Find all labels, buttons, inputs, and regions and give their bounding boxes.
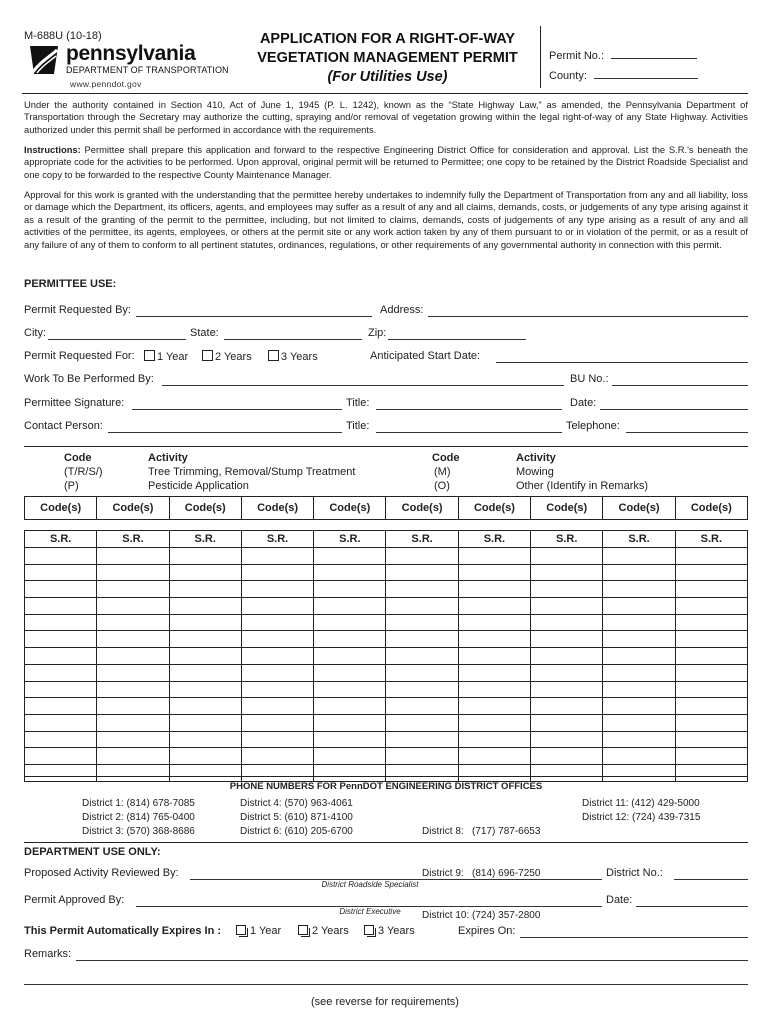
sr-entry-cell[interactable] [603,714,675,731]
expires-1-year-checkbox-icon[interactable] [236,925,246,935]
instructions-paragraph [24,144,748,181]
option-2-years[interactable] [196,350,252,363]
row-work [24,373,748,389]
sr-entry-cell[interactable] [675,748,747,765]
sr-entry-cell[interactable] [386,614,458,631]
department-use-title: DEPARTMENT USE ONLY: [24,846,161,858]
district-2-phone: District 2: (814) 765-0400 [82,812,195,823]
sr-entry-cell[interactable] [169,564,241,581]
sr-entry-cell[interactable] [603,664,675,681]
code-cell[interactable]: Code(s) [531,497,603,520]
code-cell[interactable]: Code(s) [169,497,241,520]
permittee-signature-input[interactable] [132,397,342,410]
sr-entry-cell[interactable] [169,714,241,731]
sr-entry-cell[interactable] [458,631,530,648]
sr-entry-row [25,548,748,565]
sr-entry-row [25,564,748,581]
sr-entry-cell[interactable] [386,648,458,665]
reverse-note: (see reverse for requirements) [311,996,459,1008]
sr-entry-cell[interactable] [531,664,603,681]
sr-entry-cell[interactable] [531,564,603,581]
start-date-input[interactable] [496,350,748,363]
sr-entry-cell[interactable] [241,614,313,631]
sr-entry-cell[interactable] [531,731,603,748]
sr-entry-cell[interactable] [603,614,675,631]
sr-header-cell: S.R. [241,531,313,548]
sr-entry-cell[interactable] [314,731,386,748]
legend-activity-tree: Tree Trimming, Removal/Stump Treatment [148,466,356,478]
district-no-label: District No.: [606,867,663,879]
sr-entry-cell[interactable] [25,598,97,615]
sr-entry-cell[interactable] [675,598,747,615]
header-divider [22,93,748,94]
permittee-signature-label: Permittee Signature: [24,397,125,409]
work-performed-by-label: Work To Be Performed By: [24,373,154,385]
title-line-1: APPLICATION FOR A RIGHT-OF-WAY [259,31,516,47]
form-number: M-688U (10-18) [24,30,102,42]
sr-entry-cell[interactable] [386,548,458,565]
sr-entry-cell[interactable] [25,748,97,765]
district-executive-caption: District Executive [339,907,401,916]
checkbox-3-years[interactable] [268,350,279,361]
sr-entry-cell[interactable] [531,548,603,565]
expires-in-label: This Permit Automatically Expires In : [24,925,222,937]
roadside-specialist-caption: District Roadside Specialist [321,880,419,889]
sr-entry-cell[interactable] [603,748,675,765]
sr-entry-cell[interactable] [241,631,313,648]
legend-code-m: (M) [434,466,451,478]
permit-requested-by-input[interactable] [136,304,372,317]
phone-column-2 [240,797,353,839]
sr-entry-row [25,614,748,631]
sr-entry-cell[interactable] [386,564,458,581]
sr-entry-cell[interactable] [386,731,458,748]
sr-entry-cell[interactable] [603,648,675,665]
row-city [24,327,748,343]
legend-activity-header-2: Activity [516,452,556,464]
sr-entry-row [25,698,748,715]
permit-info-box [540,26,749,88]
sr-entry-cell[interactable] [25,698,97,715]
sr-entry-cell[interactable] [314,664,386,681]
sr-entry-cell[interactable] [603,581,675,598]
sr-entry-cell[interactable] [603,598,675,615]
expires-2-years-label: 2 Years [312,925,349,937]
date-input[interactable] [600,397,748,410]
sr-entry-cell[interactable] [25,664,97,681]
sr-entry-cell[interactable] [97,731,169,748]
row-requested-for [24,350,748,366]
sr-entry-cell[interactable] [531,681,603,698]
logo-url: www.penndot.gov [70,79,142,89]
sr-entry-cell[interactable] [531,614,603,631]
contact-person-label: Contact Person: [24,420,103,432]
district-9-phone: District 9: (814) 696-7250 [422,868,541,879]
activity-code-legend [24,446,748,495]
sr-entry-cell[interactable] [241,548,313,565]
code-cell[interactable]: Code(s) [386,497,458,520]
sr-entry-cell[interactable] [458,564,530,581]
sr-entry-cell[interactable] [675,698,747,715]
sr-entry-cell[interactable] [458,681,530,698]
sr-entry-cell[interactable] [241,581,313,598]
sr-header-row [25,531,748,548]
telephone-label: Telephone: [566,420,620,432]
sr-entry-cell[interactable] [531,631,603,648]
sr-entry-cell[interactable] [169,548,241,565]
permittee-use-title: PERMITTEE USE: [24,278,117,290]
district-11-phone: District 11: (412) 429-5000 [582,798,700,809]
legend-code-header: Code [64,452,92,464]
sr-entry-row [25,631,748,648]
sr-header-cell: S.R. [169,531,241,548]
checkbox-2-years[interactable] [202,350,213,361]
sr-entry-cell[interactable] [531,748,603,765]
legend-code-o: (O) [434,480,450,492]
expires-on-label: Expires On: [458,925,516,937]
sr-entry-cell[interactable] [458,731,530,748]
sr-entry-cell[interactable] [241,648,313,665]
permit-requested-by-label: Permit Requested By: [24,304,131,316]
sr-entry-cell[interactable] [241,731,313,748]
code-cell[interactable]: Code(s) [97,497,169,520]
state-input[interactable] [224,327,362,340]
approval-paragraph: Approval for this work is granted with the understanding that the permittee hereby undertakes to indemnify fully the Department of Transportation from any and all liability, loss or damage which the Department, its officers, agents, and employees may suffer as a result of any and all claims, demands, costs, or judgements of any type arising against it as a result of the granting of the permit to the permittee, including, but not limited to claims, demands, costs of judgements of any type arising as a result of any and all activities of the permittee, its agents, employees, or others at the permit site or any work action taken by any of them pursuant to or in violation of the permit, or as a result of any failure of any of them to conform to all pertinent statutes, ordinances, regulations, or other requirements of any governmental authority in connection with this permit. [24,189,748,250]
sr-entry-rows [25,548,748,782]
bu-no-label: BU No.: [570,373,609,385]
expires-3-years-label: 3 Years [378,925,415,937]
sr-entry-cell[interactable] [97,714,169,731]
sr-entry-cell[interactable] [458,664,530,681]
department-use-section [24,842,748,843]
sr-entry-cell[interactable] [314,598,386,615]
sr-entry-cell[interactable] [314,648,386,665]
date-label: Date: [570,397,597,409]
sr-entry-cell[interactable] [386,748,458,765]
sr-entry-cell[interactable] [97,598,169,615]
sr-entry-cell[interactable] [675,731,747,748]
district-6-phone: District 6: (610) 205-6700 [240,826,353,837]
sr-entry-cell[interactable] [241,664,313,681]
sr-entry-cell[interactable] [675,614,747,631]
sr-entry-cell[interactable] [314,748,386,765]
telephone-input[interactable] [626,420,748,433]
expires-3-years-option[interactable] [356,925,415,937]
code-cell[interactable]: Code(s) [241,497,313,520]
district-3-phone: District 3: (570) 368-8686 [82,826,195,837]
sr-entry-cell[interactable] [458,581,530,598]
remarks-input-line-2[interactable] [24,972,748,985]
address-label: Address: [380,304,424,316]
sr-entry-cell[interactable] [458,598,530,615]
contact-title-input[interactable] [376,420,562,433]
form-title [235,30,540,87]
phone-column-4 [582,797,700,825]
row-contact [24,420,748,436]
sr-entry-cell[interactable] [97,748,169,765]
contact-title-label: Title: [346,420,370,432]
expires-2-years-checkbox-icon[interactable] [298,925,308,935]
district-1-phone: District 1: (814) 678-7085 [82,798,195,809]
sr-entry-cell[interactable] [458,714,530,731]
sr-entry-cell[interactable] [169,748,241,765]
sr-entry-cell[interactable] [314,681,386,698]
sr-entry-cell[interactable] [386,598,458,615]
sr-header-cell: S.R. [675,531,747,548]
district-12-phone: District 12: (724) 439-7315 [582,812,701,823]
sr-header-cell: S.R. [458,531,530,548]
expires-3-years-checkbox-icon[interactable] [364,925,374,935]
legend-activity-header: Activity [148,452,188,464]
sr-entry-cell[interactable] [97,564,169,581]
code-cell[interactable]: Code(s) [25,497,97,520]
logo-wordmark: pennsylvania [66,42,196,65]
sr-entry-cell[interactable] [675,548,747,565]
sr-entry-cell[interactable] [97,631,169,648]
sr-entry-cell[interactable] [675,631,747,648]
district-8-phone: District 8: (717) 787-6653 [422,826,541,837]
state-label: State: [190,327,219,339]
option-1-year[interactable] [138,350,188,363]
legend-activity-other: Other (Identify in Remarks) [516,480,649,492]
sr-entry-cell[interactable] [241,714,313,731]
sr-entry-cell[interactable] [675,564,747,581]
permit-no-label: Permit No.: [549,50,605,62]
legend-activity-pesticide: Pesticide Application [148,480,249,492]
sr-entry-cell[interactable] [531,598,603,615]
sr-entry-cell[interactable] [531,698,603,715]
sr-entry-cell[interactable] [314,614,386,631]
code-cell[interactable]: Code(s) [603,497,675,520]
sr-entry-row [25,748,748,765]
permit-no-field[interactable] [549,48,697,62]
sr-entry-cell[interactable] [675,681,747,698]
city-label: City: [24,327,46,339]
sr-entry-cell[interactable] [97,698,169,715]
sr-entry-cell[interactable] [169,681,241,698]
sr-entry-cell[interactable] [603,564,675,581]
remarks-label: Remarks: [24,948,72,960]
option-3-years[interactable] [262,350,318,363]
code-cell[interactable]: Code(s) [675,497,747,520]
code-header-row [25,497,748,520]
title-line-3: (For Utilities Use) [327,69,448,85]
sr-entry-cell[interactable] [97,581,169,598]
title-label: Title: [346,397,370,409]
sr-entry-cell[interactable] [386,698,458,715]
approved-by-input[interactable] [136,894,602,907]
title-input[interactable] [376,397,562,410]
sr-entry-cell[interactable] [25,548,97,565]
sr-entry-cell[interactable] [386,581,458,598]
district-no-input[interactable] [674,867,748,880]
bu-no-input[interactable] [612,373,748,386]
sr-entry-cell[interactable] [25,581,97,598]
sr-entry-cell[interactable] [25,731,97,748]
sr-entry-row [25,664,748,681]
row-signature [24,397,748,413]
sr-entry-cell[interactable] [603,698,675,715]
approval-date-label: Date: [606,894,633,906]
sr-entry-cell[interactable] [97,681,169,698]
approved-by-label: Permit Approved By: [24,894,125,906]
sr-entry-cell[interactable] [458,648,530,665]
district-5-phone: District 5: (610) 871-4100 [240,812,353,823]
sr-header-cell: S.R. [314,531,386,548]
sr-entry-cell[interactable] [314,581,386,598]
sr-header-cell: S.R. [531,531,603,548]
sr-entry-cell[interactable] [169,648,241,665]
sr-entry-cell[interactable] [531,648,603,665]
zip-label: Zip: [368,327,387,339]
work-performed-by-input[interactable] [162,373,564,386]
sr-entry-cell[interactable] [97,614,169,631]
sr-entry-cell[interactable] [314,631,386,648]
approval-date-input[interactable] [636,894,748,907]
sr-entry-cell[interactable] [314,698,386,715]
zip-input[interactable] [388,327,526,340]
keystone-logo-icon [28,44,60,76]
sr-entry-cell[interactable] [603,681,675,698]
address-input[interactable] [428,304,748,317]
sr-entry-cell[interactable] [458,748,530,765]
option-1-year-label: 1 Year [157,351,189,363]
county-line[interactable] [594,68,698,79]
sr-entry-cell[interactable] [386,714,458,731]
sr-entry-cell[interactable] [603,631,675,648]
sr-code-grid [24,496,748,782]
row-expires [24,925,748,941]
county-label: County: [549,70,587,82]
sr-entry-row [25,598,748,615]
sr-entry-cell[interactable] [169,581,241,598]
instructions-label: Instructions: [24,144,81,155]
sr-entry-cell[interactable] [314,564,386,581]
title-line-2: VEGETATION MANAGEMENT PERMIT [257,50,518,66]
sr-entry-row [25,714,748,731]
option-3-years-label: 3 Years [281,351,318,363]
sr-entry-cell[interactable] [97,648,169,665]
sr-entry-cell[interactable] [241,698,313,715]
sr-entry-cell[interactable] [97,664,169,681]
instructions-text: Permittee shall prepare this application and forward to the respective Engineering District Office for consideration and approval. List the S.R.'s beneath the appropriate code for the activities to be performed. Upon approval, original permit will be returned to Permittee; one copy to be retained by the District Roadside Specialist and one copy to be forwarded to the respective County Maintenance Manager. [24,144,748,180]
district-10-phone: District 10: (724) 357-2800 [422,910,541,921]
sr-entry-cell[interactable] [386,631,458,648]
expires-1-year-label: 1 Year [250,925,282,937]
expires-1-year-option[interactable] [228,925,281,937]
code-cell[interactable]: Code(s) [314,497,386,520]
sr-entry-cell[interactable] [241,598,313,615]
phone-column-1 [82,797,195,839]
sr-entry-cell[interactable] [169,731,241,748]
sr-header-cell: S.R. [25,531,97,548]
sr-entry-cell[interactable] [241,681,313,698]
reviewed-by-label: Proposed Activity Reviewed By: [24,867,179,879]
sr-entry-cell[interactable] [531,581,603,598]
sr-entry-cell[interactable] [386,664,458,681]
row-remarks [24,948,748,964]
checkbox-1-year[interactable] [144,350,155,361]
sr-entry-cell[interactable] [169,698,241,715]
remarks-input[interactable] [76,948,748,961]
sr-entry-cell[interactable] [314,714,386,731]
legend-activity-mowing: Mowing [516,466,554,478]
logo-department: DEPARTMENT OF TRANSPORTATION [66,65,229,75]
sr-entry-cell[interactable] [675,714,747,731]
penndot-logo [28,44,228,90]
sr-entry-cell[interactable] [25,648,97,665]
phone-numbers-title: PHONE NUMBERS FOR PennDOT ENGINEERING DISTRICT OFFICES [229,781,543,792]
sr-entry-cell[interactable] [386,681,458,698]
sr-entry-cell[interactable] [241,564,313,581]
sr-entry-cell[interactable] [25,564,97,581]
sr-entry-cell[interactable] [675,648,747,665]
sr-header-cell: S.R. [386,531,458,548]
permit-requested-for-label: Permit Requested For: [24,350,135,362]
expires-on-input[interactable] [520,925,748,938]
sr-entry-cell[interactable] [458,548,530,565]
city-input[interactable] [48,327,186,340]
sr-entry-cell[interactable] [314,548,386,565]
sr-entry-cell[interactable] [458,614,530,631]
contact-person-input[interactable] [108,420,342,433]
sr-entry-cell[interactable] [25,631,97,648]
sr-entry-cell[interactable] [603,731,675,748]
option-2-years-label: 2 Years [215,351,252,363]
sr-entry-cell[interactable] [458,698,530,715]
sr-entry-cell[interactable] [169,614,241,631]
sr-entry-cell[interactable] [675,664,747,681]
legend-code-header-2: Code [432,452,460,464]
legend-code-trs: (T/R/S/) [64,466,103,478]
sr-entry-cell[interactable] [675,581,747,598]
grid-spacer-row [25,520,748,531]
sr-entry-row [25,581,748,598]
sr-entry-cell[interactable] [97,548,169,565]
reviewed-by-input[interactable] [190,867,602,880]
start-date-label: Anticipated Start Date: [370,350,481,362]
sr-header-cell: S.R. [97,531,169,548]
district-4-phone: District 4: (570) 963-4061 [240,798,353,809]
sr-entry-cell[interactable] [169,664,241,681]
sr-header-cell: S.R. [603,531,675,548]
sr-entry-row [25,731,748,748]
county-field[interactable] [549,68,698,82]
sr-entry-cell[interactable] [603,548,675,565]
sr-entry-cell[interactable] [25,714,97,731]
row-requested-by [24,304,748,320]
sr-entry-row [25,681,748,698]
sr-entry-cell[interactable] [531,714,603,731]
authority-paragraph: Under the authority contained in Section 410, Act of June 1, 1945 (P. L. 1242), known as the “State Highway Law,” as amended, the Pennsylvania Department of Transportation through the Secretary may authorize the cutting, spraying and/or removal of vegetation growing within the legal right-of-way of any State Highway. Activities authorized under this permit shall be performed in accordance with the requirements. [24,99,748,135]
sr-entry-cell[interactable] [169,598,241,615]
legend-code-p: (P) [64,480,79,492]
sr-entry-cell[interactable] [241,748,313,765]
expires-2-years-option[interactable] [290,925,349,937]
permit-no-line[interactable] [611,48,697,59]
code-cell[interactable]: Code(s) [458,497,530,520]
sr-entry-cell[interactable] [25,681,97,698]
sr-entry-cell[interactable] [25,614,97,631]
sr-entry-row [25,648,748,665]
sr-entry-cell[interactable] [169,631,241,648]
